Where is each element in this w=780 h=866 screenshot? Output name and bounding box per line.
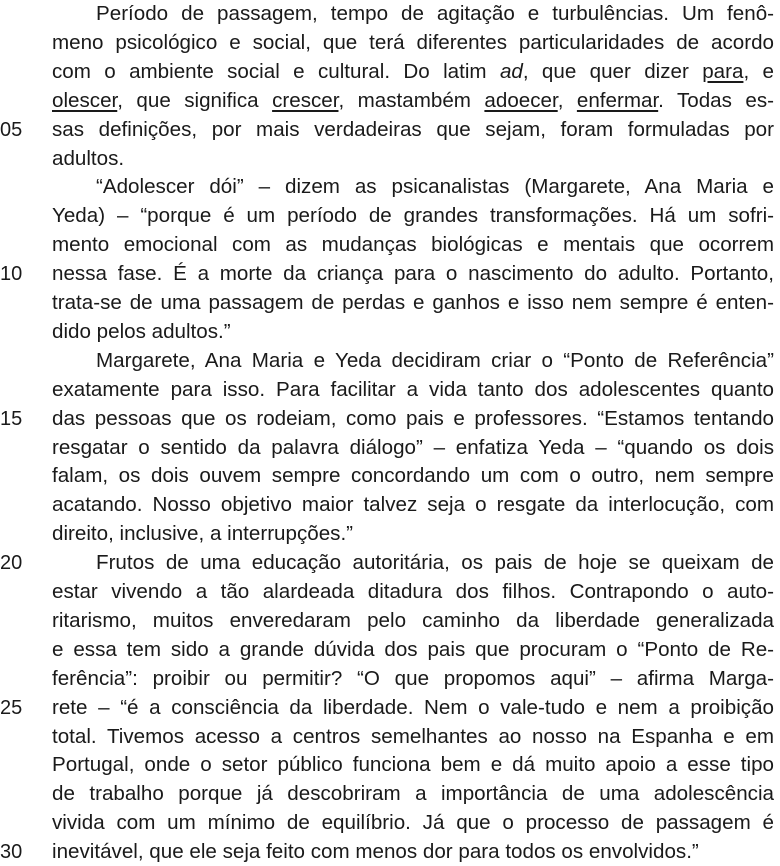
text-fragment: , mastambém [338, 88, 471, 112]
text-line-1: Período de passagem, tempo de agitação e turbulências. Um fenô- [96, 2, 774, 25]
underlined-word-para: para [702, 59, 744, 83]
text-line-24: ferência”: proibir ou permitir? “O que propomos aqui” – afirma Marga- [52, 666, 774, 690]
text-fragment: , [557, 88, 564, 112]
text-line-25: rete – “é a consciência da liberdade. Nem o vale-tudo e nem a proibição [52, 695, 774, 719]
line-number-10: 10 [0, 263, 23, 286]
underlined-word-crescer: crescer [272, 88, 339, 112]
text-line-7: “Adolescer dói” – dizem as psicanalistas (Margarete, Ana Maria e [96, 175, 774, 199]
underlined-word-adoecer: adoecer [484, 88, 558, 112]
text-line-14: exatamente para isso. Para facilitar a vida tanto dos adolescentes quanto [52, 377, 774, 401]
text-line-17: falam, os dois ouvem sempre concordando um com o outro, nem sempre [52, 464, 774, 488]
text-line-19: direito, inclusive, a interrupções.” [52, 522, 354, 546]
text-fragment: . Todas es- [658, 88, 774, 112]
text-fragment: , e [743, 59, 774, 83]
line-number-30: 30 [0, 841, 23, 864]
text-line-4 [52, 87, 774, 115]
text-line-13: Margarete, Ana Maria e Yeda decidiram criar o “Ponto de Referência” [96, 348, 774, 372]
text-line-12: dido pelos adultos.” [52, 319, 231, 343]
text-line-6: adultos. [52, 146, 125, 170]
text-line-22: ritarismo, muitos enveredaram pelo caminho da liberdade generalizada [52, 608, 774, 632]
text-fragment: , que significa [117, 88, 259, 112]
text-line-11: trata-se de uma passagem de perdas e ganhos e isso nem sempre é enten- [52, 291, 774, 314]
italic-word-ad: ad [499, 59, 523, 83]
line-number-25: 25 [0, 696, 23, 719]
text-line-18: acatando. Nosso objetivo maior talvez seja o resgate da interlocução, com [52, 493, 774, 517]
text-line-16: resgatar o sentido da palavra diálogo” – enfatiza Yeda – “quando os dois [52, 435, 774, 459]
text-line-9: mento emocional com as mudanças biológicas e mentais que ocorrem [52, 233, 774, 257]
text-line-26: total. Tivemos acesso a centros semelhantes ao nosso na Espanha e em [52, 724, 774, 748]
underlined-word-enfermar: enfermar [576, 88, 659, 112]
text-fragment: com o ambiente social e cultural. Do latim [52, 59, 487, 83]
text-line-27: Portugal, onde o setor público funciona bem e dá muito apoio a esse tipo [52, 753, 774, 777]
text-line-8: Yeda) – “porque é um período de grandes transformações. Há um sofri- [52, 204, 774, 228]
text-line-29: vivida com um mínimo de equilíbrio. Já que o processo de passagem é [52, 811, 774, 835]
text-fragment: , que quer dizer [522, 59, 689, 83]
line-number-05: 05 [0, 118, 23, 141]
underlined-word-olescer: olescer [52, 88, 118, 112]
line-number-15: 15 [0, 407, 23, 430]
text-line-10: nessa fase. É a morte da criança para o nascimento do adulto. Portanto, [52, 262, 774, 286]
text-line-5: sas definições, por mais verdadeiras que sejam, foram formuladas por [52, 117, 774, 141]
text-line-23: e essa tem sido a grande dúvida dos pais que procuram o “Ponto de Re- [52, 637, 774, 661]
text-line-15: das pessoas que os rodeiam, como pais e professores. “Estamos tentando [52, 406, 774, 430]
text-line-30: inevitável, que ele seja feito com menos dor para todos os envolvidos.” [52, 840, 699, 864]
text-line-2: meno psicológico e social, que terá diferentes particularidades de acordo [52, 30, 774, 54]
text-line-3 [52, 58, 774, 86]
text-line-20: Frutos de uma educação autoritária, os pais de hoje se queixam de [96, 551, 774, 575]
line-number-20: 20 [0, 552, 23, 575]
text-line-28: de trabalho porque já descobriram a importância de uma adolescência [52, 782, 774, 806]
text-line-21: estar vivendo a tão alardeada ditadura dos filhos. Contrapondo o auto- [52, 580, 774, 603]
